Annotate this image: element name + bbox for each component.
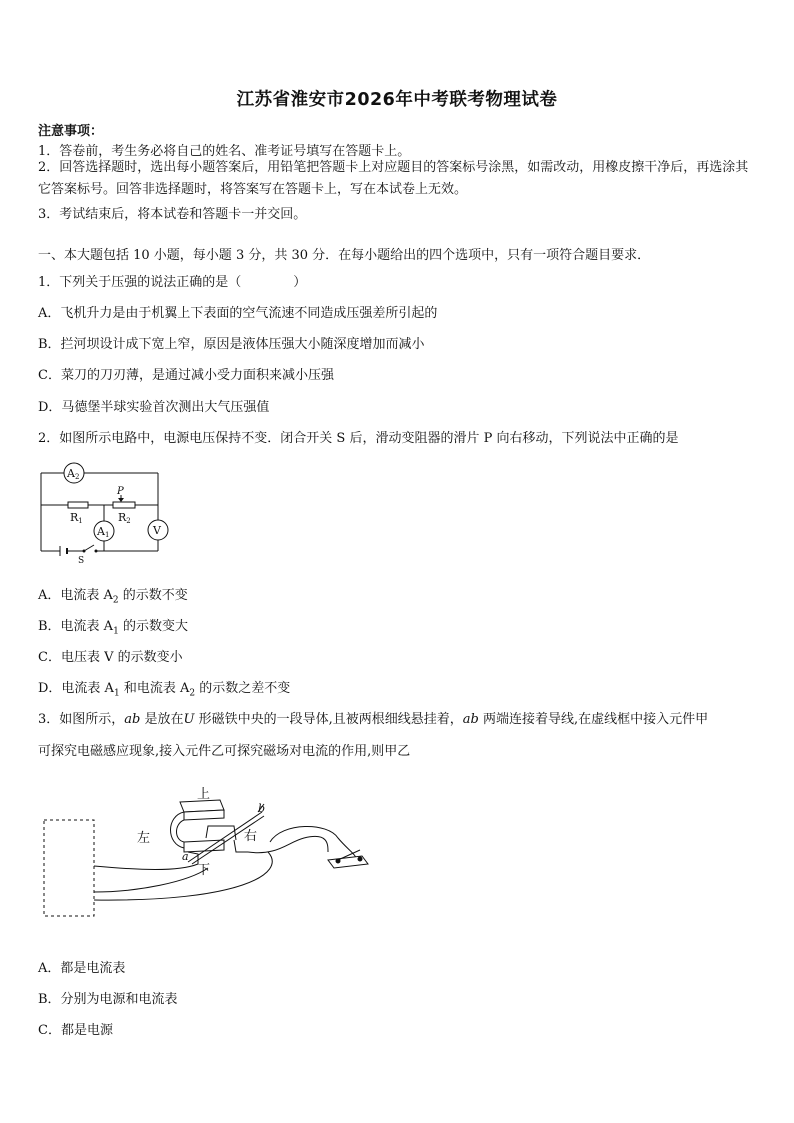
magnet-experiment-diagram — [38, 782, 378, 922]
notice-heading: 注意事项： — [38, 124, 104, 139]
question-3-stem-line1: 3．如图所示，ab 是放在U 形磁铁中央的一段导体,且被两根细线悬挂着，ab 两端连接着导线,在虚线框中接入元件甲 — [38, 712, 709, 727]
question-1-option-b: B．拦河坝设计成下宽上窄，原因是液体压强大小随深度增加而减小 — [38, 337, 425, 352]
label-right: 右 — [244, 829, 258, 844]
notice-item-1: 1．答卷前，考生务必将自己的姓名、准考证号填写在答题卡上。 — [38, 144, 411, 159]
notice-item-3: 3．考试结束后，将本试卷和答题卡一并交回。 — [38, 207, 307, 222]
question-2-option-b: B．电流表 $A_1$ 的示数变大 — [38, 619, 188, 637]
question-2-stem: 2．如图所示电路中，电源电压保持不变．闭合开关 S 后，滑动变阻器的滑片 P 向右移动，下列说法中正确的是 — [38, 431, 679, 446]
voltmeter-label: V — [153, 524, 161, 537]
resistor-r2-label: R2 — [118, 511, 131, 525]
question-1-option-c: C．菜刀的刀刃薄，是通过减小受力面积来减小压强 — [38, 368, 334, 383]
page-title: 江苏省淮安市2026年中考联考物理试卷 — [236, 90, 558, 110]
switch-s-label: S — [78, 556, 85, 564]
question-1-option-d: D．马德堡半球实验首次测出大气压强值 — [38, 400, 270, 415]
label-up: 上 — [197, 787, 211, 802]
ammeter-a1-label: A1 — [97, 525, 110, 539]
question-3-option-c: C．都是电源 — [38, 1023, 113, 1038]
question-3-option-a: A．都是电流表 — [38, 961, 126, 976]
question-3-option-b: B．分别为电源和电流表 — [38, 992, 178, 1007]
slider-arrow-icon — [118, 498, 124, 502]
label-left: 左 — [137, 831, 151, 846]
section-heading: 一、本大题包括 10 小题，每小题 3 分，共 30 分．在每小题给出的四个选项中，只有一项符合题目要求． — [38, 248, 651, 263]
resistor-r1-label: R1 — [70, 511, 83, 525]
slider-p-label: P — [117, 486, 124, 497]
question-1-option-a: A．飞机升力是由于机翼上下表面的空气流速不同造成压强差所引起的 — [38, 306, 438, 321]
label-down: 下 — [197, 863, 211, 878]
label-a: a — [182, 850, 189, 863]
component-dashed-box — [44, 820, 94, 916]
circuit-diagram — [38, 459, 176, 564]
ammeter-a2-label: A2 — [67, 467, 80, 481]
question-2-option-a: A．电流表 $A_2$ 的示数不变 — [38, 588, 188, 606]
question-2-option-d: D．电流表 $A_1$ 和电流表 $A_2$ 的示数之差不变 — [38, 681, 291, 699]
switch-contact-icon — [95, 550, 98, 553]
notice-item-2: 2．回答选择题时，选出每小题答案后，用铅笔把答题卡上对应题目的答案标号涂黑，如需改动，用橡皮擦干净后，再选涂其它答案标号。回答非选择题时，将答案写在答题卡上，写在本试卷上无效。 — [38, 160, 749, 197]
label-b: b — [258, 802, 266, 815]
question-3-stem-line2: 可探究电磁感应现象,接入元件乙可探究磁场对电流的作用,则甲乙 — [38, 744, 411, 759]
question-2-option-c: C．电压表 V 的示数变小 — [38, 650, 183, 665]
question-1-stem: 1．下列关于压强的说法正确的是（ ） — [38, 275, 307, 290]
switch-pivot-icon — [83, 550, 86, 553]
